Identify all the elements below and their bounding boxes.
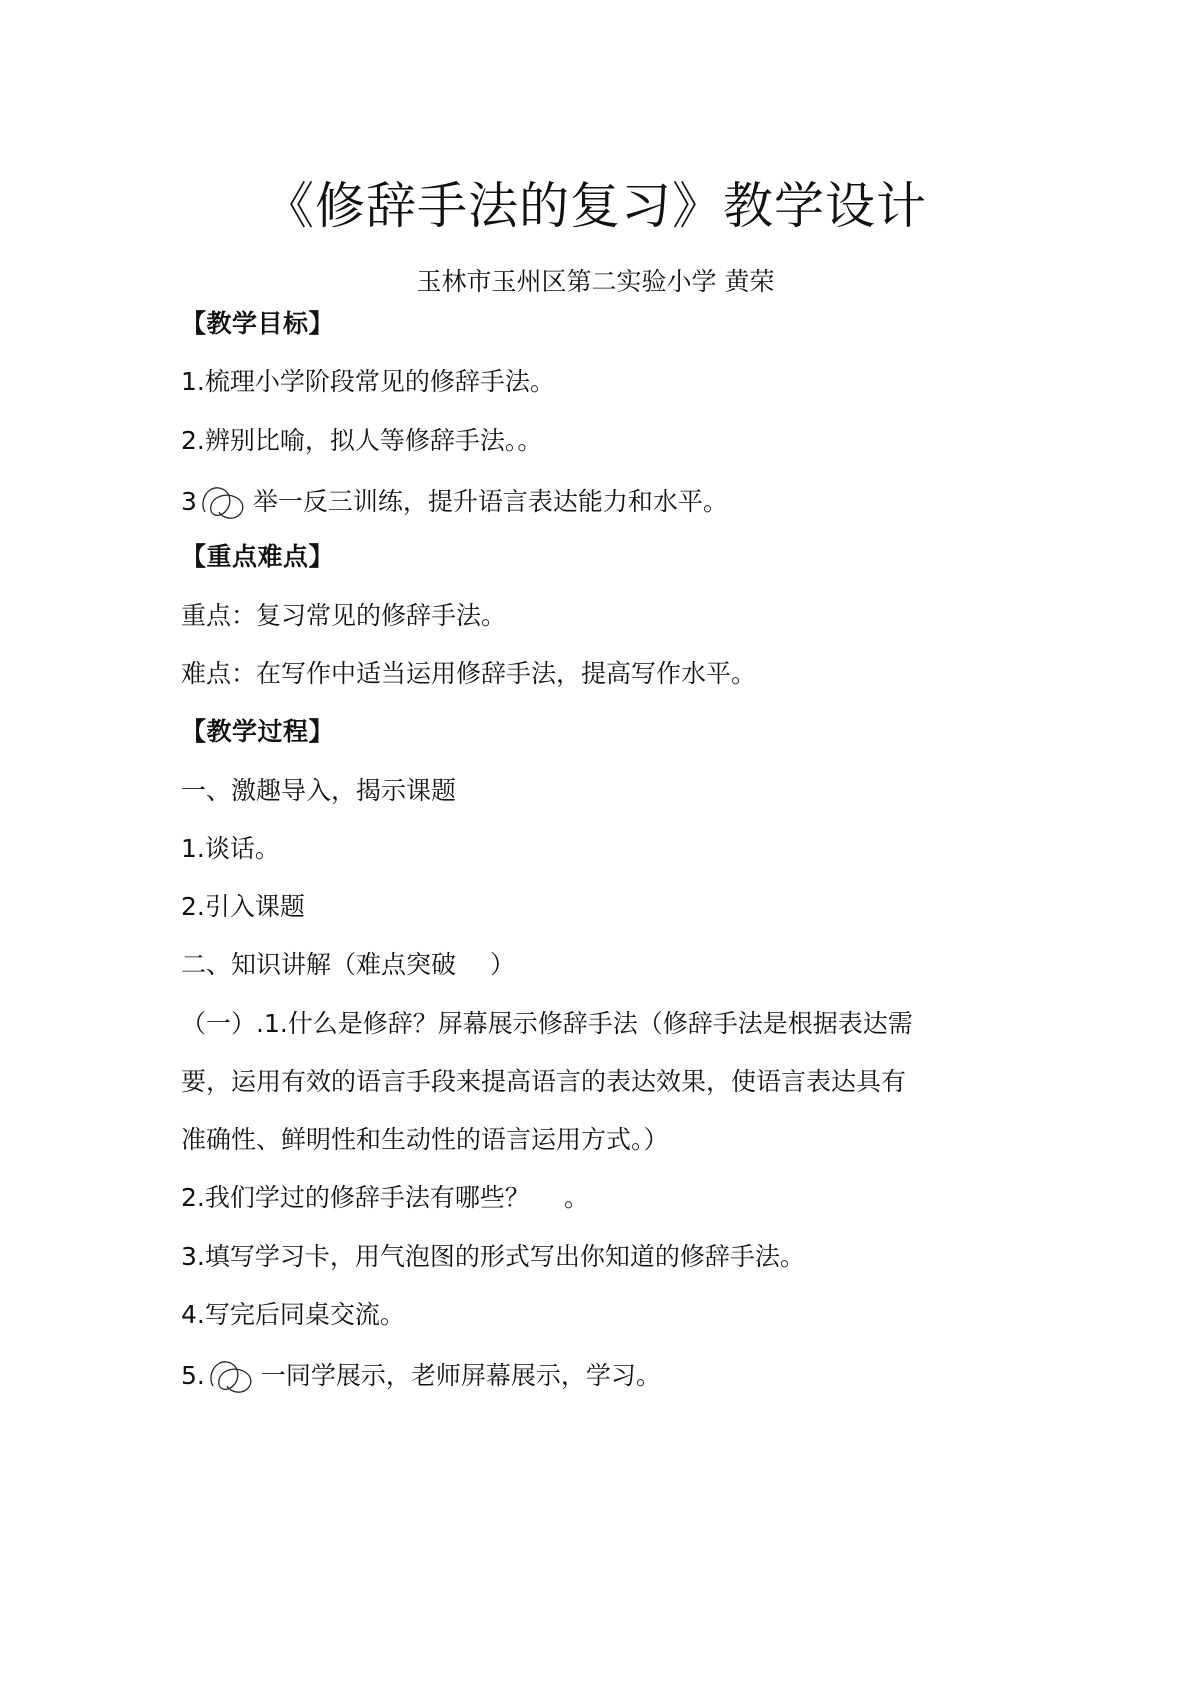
step-1-item-1: 1.谈话。 [181, 834, 280, 863]
goal-item-3-number: 3 [181, 487, 197, 516]
goal-item-2: 2.辨别比喻，拟人等修辞手法。。 [181, 426, 543, 455]
key-point-text: 重点：复习常见的修辞手法。 [181, 601, 507, 630]
difficult-point-text: 难点：在写作中适当运用修辞手法，提高写作水平。 [181, 659, 757, 688]
paragraph-line-3: 准确性、鲜明性和生动性的语言运用方式。） [181, 1125, 669, 1154]
goal-item-3-text: 举一反三训练，提升语言表达能力和水平。 [252, 487, 728, 516]
list-item-4: 4.写完后同桌交流。 [181, 1300, 405, 1329]
scribble-loop-icon [205, 1356, 259, 1396]
scribble-loop-icon [197, 482, 251, 522]
process-heading: 【教学过程】 [181, 717, 335, 746]
goals-heading: 【教学目标】 [181, 309, 335, 338]
step-2-title [181, 948, 1061, 982]
step-2-title-close: ） [490, 950, 516, 979]
step-1-title: 一、激趣导入，揭示课题 [181, 776, 457, 805]
list-item-2-text: 2.我们学过的修辞手法有哪些？ [181, 1183, 530, 1212]
list-item-3: 3.填写学习卡，用气泡图的形式写出你知道的修辞手法。 [181, 1242, 805, 1271]
step-2-title-main: 二、知识讲解（难点突破 [181, 950, 457, 979]
list-item-5 [181, 1356, 1061, 1396]
goal-item-1: 1.梳理小学阶段常见的修辞手法。 [181, 367, 555, 396]
goal-item-3 [181, 482, 1061, 522]
list-item-5-number: 5. [181, 1361, 205, 1390]
key-points-heading: 【重点难点】 [181, 542, 335, 571]
paragraph-line-2: 要，运用有效的语言手段来提高语言的表达效果，使语言表达具有 [181, 1067, 907, 1096]
step-1-item-2: 2.引入课题 [181, 892, 305, 921]
list-item-2 [181, 1181, 1061, 1215]
document-title: 《修辞手法的复习》教学设计 [264, 177, 927, 235]
list-item-5-text: 一同学展示，老师屏幕展示，学习。 [260, 1361, 661, 1390]
document-author: 玉林市玉州区第二实验小学 黄荣 [416, 267, 775, 296]
list-item-2-end: 。 [563, 1183, 589, 1212]
paragraph-line-1: （一）.1.什么是修辞？屏幕展示修辞手法（修辞手法是根据表达需 [181, 1009, 913, 1038]
